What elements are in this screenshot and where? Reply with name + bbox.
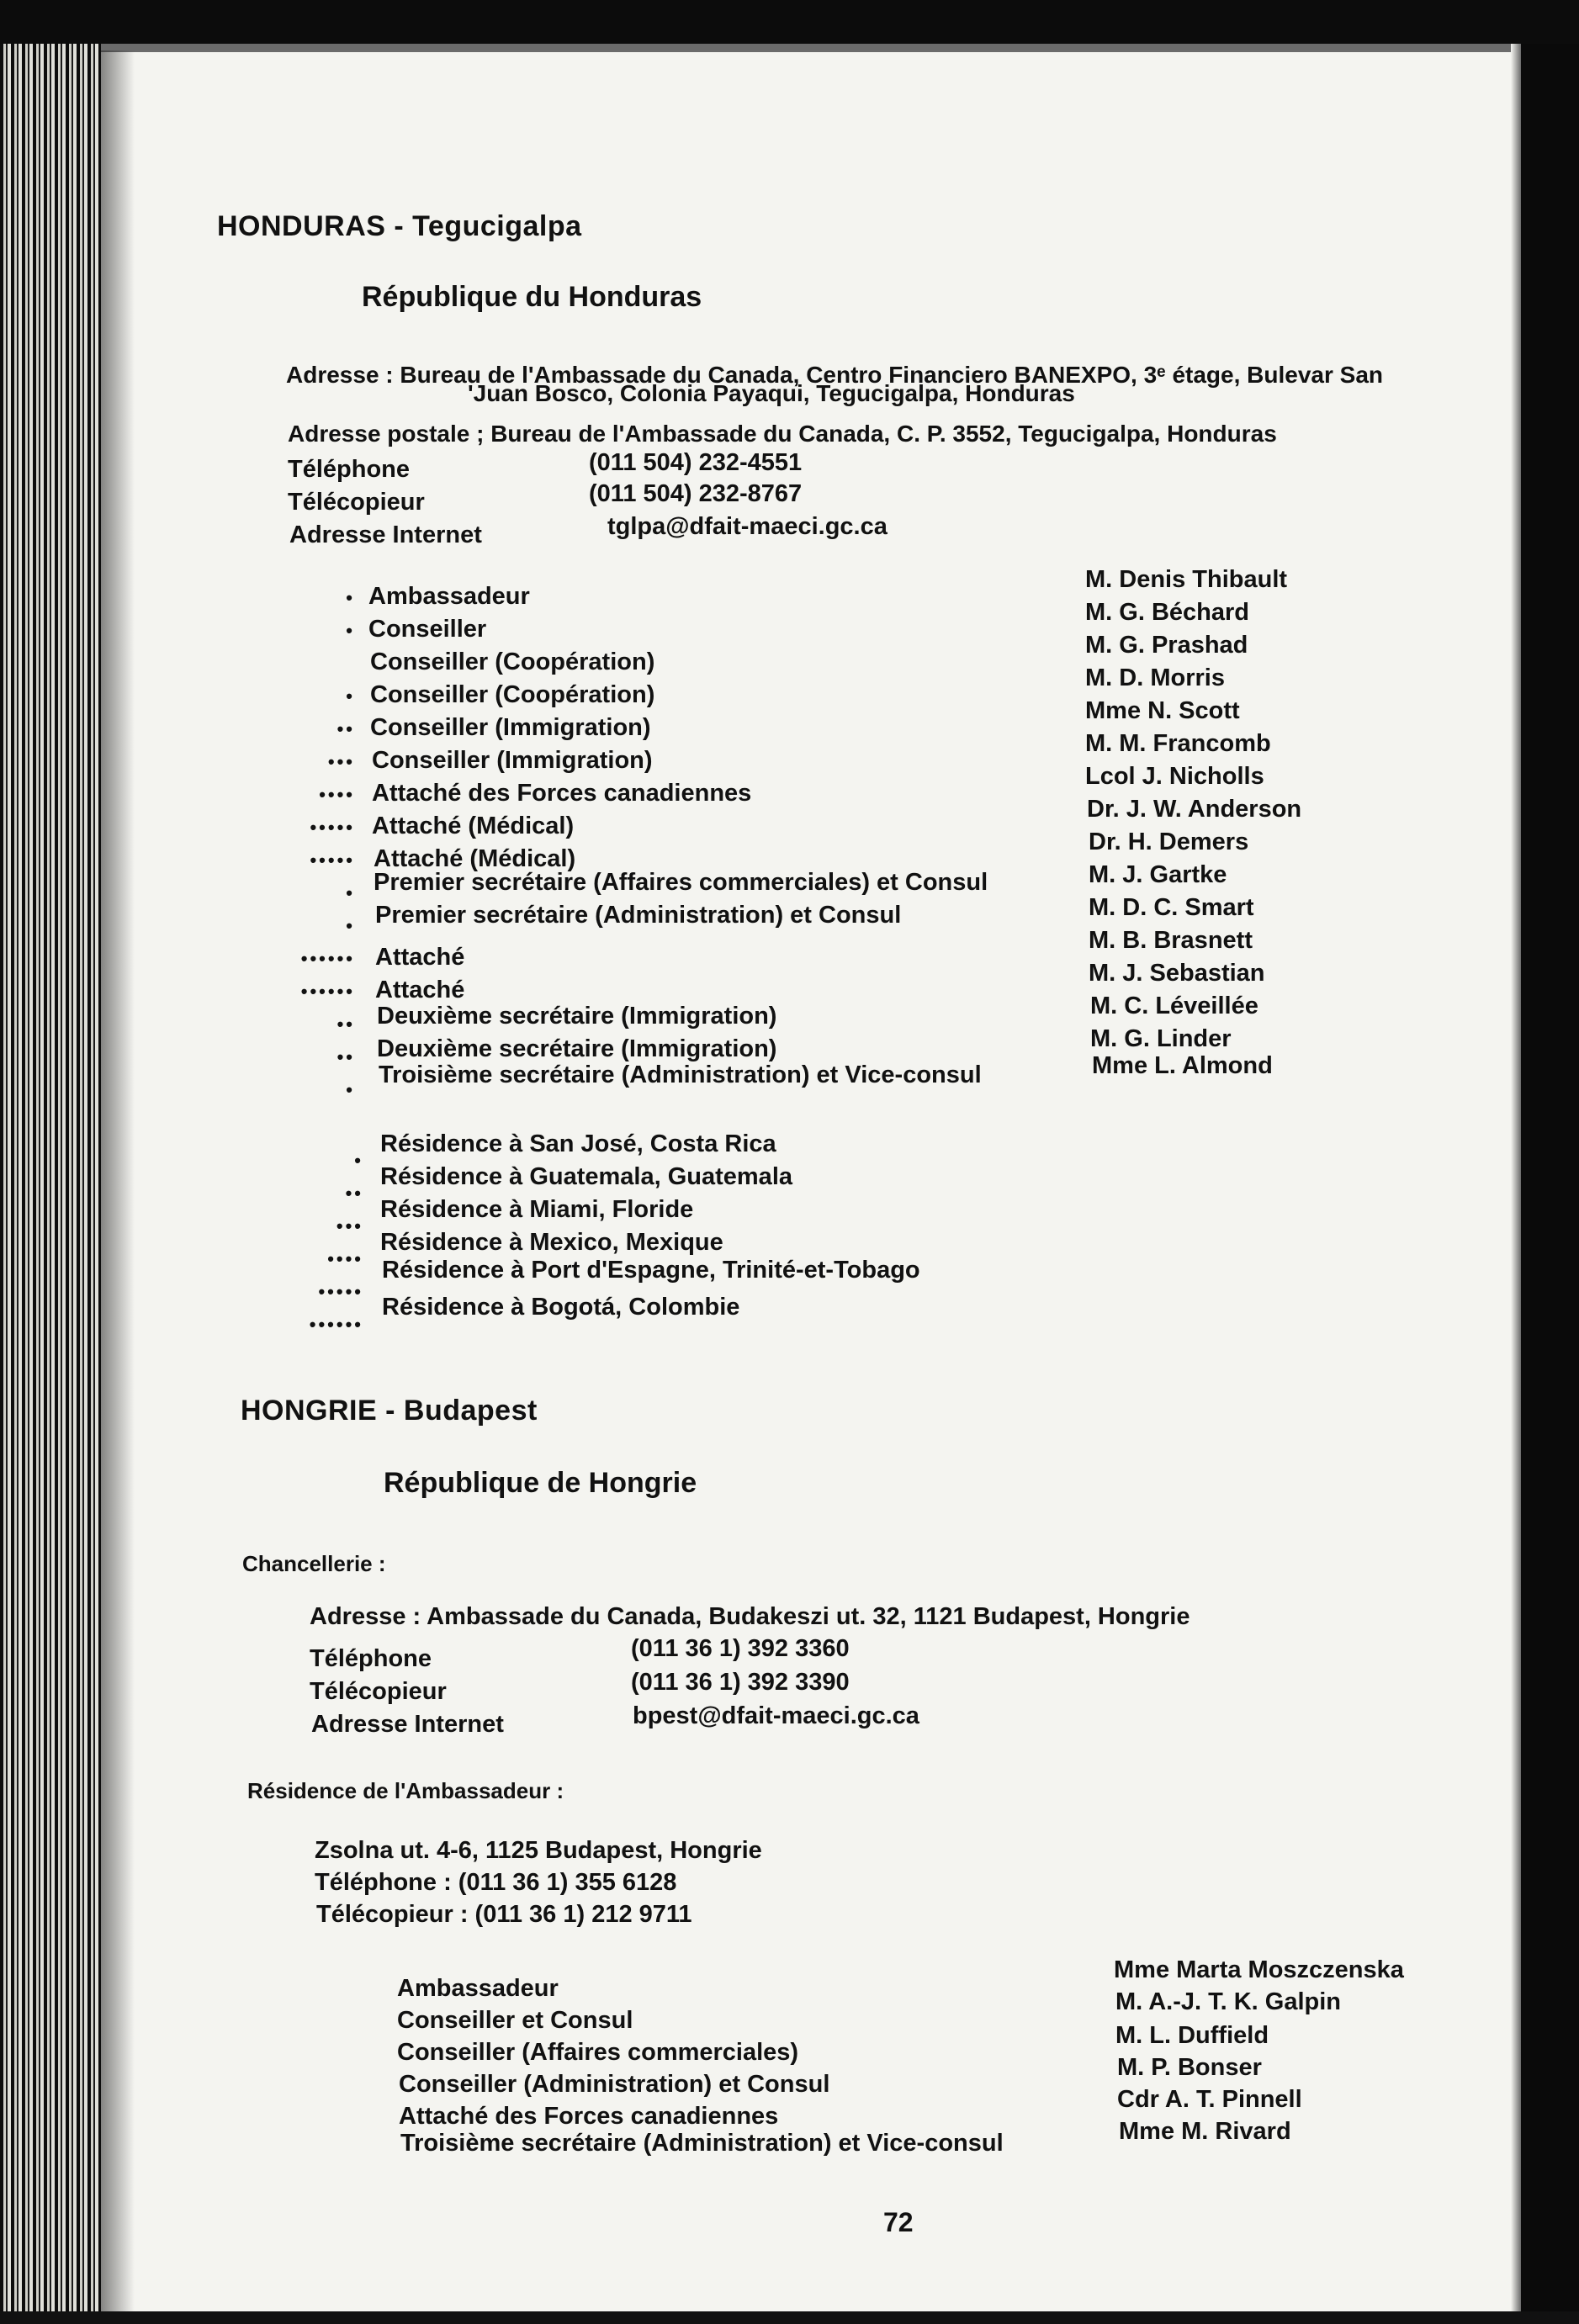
residence-marks: • [346, 587, 355, 608]
staff-title: Deuxième secrétaire (Immigration) [377, 1035, 777, 1062]
staff-name: Lcol J. Nicholls [1085, 763, 1264, 790]
residence-phone: Téléphone : (011 36 1) 355 6128 [315, 1869, 677, 1896]
staff-name: Dr. J. W. Anderson [1087, 796, 1302, 823]
hongrie-address: Adresse : Ambassade du Canada, Budakeszi ut. 32, 1121 Budapest, Hongrie [310, 1603, 1190, 1630]
staff-title: Deuxième secrétaire (Immigration) [377, 1003, 777, 1030]
residence-marks: •• [336, 1046, 355, 1067]
residence-marks: • [346, 915, 355, 936]
staff-title: Premier secrétaire (Administration) et Consul [375, 902, 902, 929]
staff-title: Troisième secrétaire (Administration) et Vice-consul [400, 2130, 1004, 2157]
staff-title: Conseiller (Coopération) [370, 681, 655, 708]
staff-name: M. J. Sebastian [1089, 960, 1265, 987]
staff-name: Mme L. Almond [1092, 1052, 1273, 1079]
residence-marks: • [346, 882, 355, 903]
staff-name: M. D. Morris [1085, 664, 1225, 691]
staff-title: Attaché des Forces canadiennes [399, 2103, 779, 2130]
residence-text: Résidence à San José, Costa Rica [380, 1130, 776, 1157]
staff-name: M. G. Béchard [1085, 599, 1249, 626]
honduras-web-label: Adresse Internet [289, 521, 482, 548]
residence-marks: • [346, 1079, 355, 1100]
hongrie-fax-value: (011 36 1) 392 3390 [631, 1669, 850, 1696]
staff-title: Attaché [375, 977, 465, 1003]
hongrie-phone-label: Téléphone [310, 1645, 432, 1672]
staff-name: M. J. Gartke [1089, 861, 1227, 888]
chancellerie-label: Chancellerie : [242, 1551, 386, 1576]
staff-name: Cdr A. T. Pinnell [1117, 2086, 1302, 2113]
staff-name: Mme N. Scott [1085, 697, 1240, 724]
residence-marks: • [354, 1150, 363, 1171]
residence-marks: •••• [319, 784, 355, 805]
residence-marks: ••••• [318, 1281, 363, 1302]
residence-text: Résidence à Mexico, Mexique [380, 1229, 723, 1256]
residence-ambassadeur-label: Résidence de l'Ambassadeur : [247, 1778, 564, 1803]
residence-marks: ••••• [310, 817, 355, 838]
residence-marks: •••••• [300, 981, 355, 1002]
residence-text: Résidence à Guatemala, Guatemala [380, 1163, 792, 1190]
residence-text: Résidence à Bogotá, Colombie [382, 1294, 740, 1321]
honduras-subtitle: République du Honduras [362, 281, 702, 313]
hongrie-fax-label: Télécopieur [310, 1678, 447, 1705]
staff-title: Troisième secrétaire (Administration) et Vice-consul [379, 1061, 982, 1088]
staff-name: Mme Marta Moszczenska [1114, 1956, 1404, 1983]
staff-name: M. L. Duffield [1115, 2022, 1269, 2049]
residence-marks: •• [336, 1014, 355, 1035]
staff-name: M. G. Prashad [1085, 632, 1248, 659]
staff-title: Conseiller [368, 616, 487, 643]
staff-title: Attaché des Forces canadiennes [372, 780, 752, 807]
staff-name: M. A.-J. T. K. Galpin [1115, 1988, 1341, 2015]
residence-address: Zsolna ut. 4-6, 1125 Budapest, Hongrie [315, 1837, 762, 1864]
staff-name: M. Denis Thibault [1085, 566, 1288, 593]
scan-top-shadow [0, 44, 1579, 52]
staff-title: Attaché (Médical) [374, 845, 576, 872]
scan-top-border [0, 0, 1579, 44]
staff-title: Ambassadeur [368, 583, 530, 610]
honduras-heading: HONDURAS - Tegucigalpa [217, 210, 582, 242]
staff-title: Conseiller (Administration) et Consul [399, 2071, 830, 2098]
staff-name: M. D. C. Smart [1089, 894, 1254, 921]
staff-title: Ambassadeur [397, 1975, 559, 2002]
staff-title: Conseiller (Coopération) [370, 648, 655, 675]
staff-title: Attaché [375, 944, 465, 971]
residence-marks: • [346, 620, 355, 641]
residence-text: Résidence à Port d'Espagne, Trinité-et-Tobago [382, 1257, 920, 1284]
scan-right-border [1521, 44, 1579, 2324]
staff-name: M. M. Francomb [1085, 730, 1271, 757]
staff-title: Conseiller (Immigration) [372, 747, 653, 774]
scan-left-binding [0, 44, 101, 2324]
staff-name: M. B. Brasnett [1089, 927, 1253, 954]
staff-title: Premier secrétaire (Affaires commerciales) et Consul [374, 869, 988, 896]
residence-marks: • [346, 686, 355, 707]
hongrie-phone-value: (011 36 1) 392 3360 [631, 1635, 850, 1662]
residence-marks: •••• [327, 1248, 363, 1269]
scan-left-shadow [101, 50, 135, 2321]
honduras-fax-label: Télécopieur [288, 489, 425, 516]
honduras-fax-value: (011 504) 232-8767 [589, 480, 803, 507]
honduras-web-value: tglpa@dfait-maeci.gc.ca [607, 513, 888, 540]
staff-title: Conseiller (Immigration) [370, 714, 651, 741]
residence-marks: •• [345, 1183, 363, 1204]
scan-bottom-border [0, 2311, 1579, 2324]
staff-name: M. C. Léveillée [1090, 993, 1258, 1019]
staff-name: Dr. H. Demers [1089, 828, 1249, 855]
hongrie-heading: HONGRIE - Budapest [241, 1395, 538, 1427]
residence-marks: ••• [327, 751, 355, 772]
staff-title: Attaché (Médical) [372, 813, 575, 839]
residence-marks: ••• [336, 1215, 363, 1236]
honduras-address-line2: 'Juan Bosco, Colonia Payaqui, Tegucigalpa, Honduras [468, 380, 1075, 406]
residence-marks: •••••• [309, 1314, 363, 1335]
residence-marks: •••••• [300, 948, 355, 969]
residence-fax: Télécopieur : (011 36 1) 212 9711 [316, 1901, 692, 1928]
staff-name: Mme M. Rivard [1119, 2118, 1291, 2145]
staff-name: M. P. Bonser [1117, 2054, 1262, 2081]
honduras-postal-address: Adresse postale ; Bureau de l'Ambassade du Canada, C. P. 3552, Tegucigalpa, Honduras [288, 421, 1277, 447]
honduras-address-line1: Adresse : Bureau de l'Ambassade du Canada, Centro Financiero BANEXPO, 3ᵉ étage, Bulevar San [286, 362, 1384, 388]
honduras-phone-label: Téléphone [288, 456, 411, 483]
residence-marks: •• [336, 718, 355, 739]
page-number: 72 [883, 2207, 914, 2237]
residence-marks: ••••• [310, 850, 355, 871]
hongrie-web-label: Adresse Internet [311, 1711, 504, 1738]
hongrie-subtitle: République de Hongrie [384, 1467, 697, 1499]
residence-text: Résidence à Miami, Floride [380, 1196, 694, 1223]
hongrie-web-value: bpest@dfait-maeci.gc.ca [633, 1702, 919, 1729]
staff-title: Conseiller et Consul [397, 2007, 633, 2034]
staff-name: M. G. Linder [1090, 1025, 1232, 1052]
honduras-phone-value: (011 504) 232-4551 [589, 449, 803, 476]
staff-title: Conseiller (Affaires commerciales) [397, 2039, 799, 2066]
